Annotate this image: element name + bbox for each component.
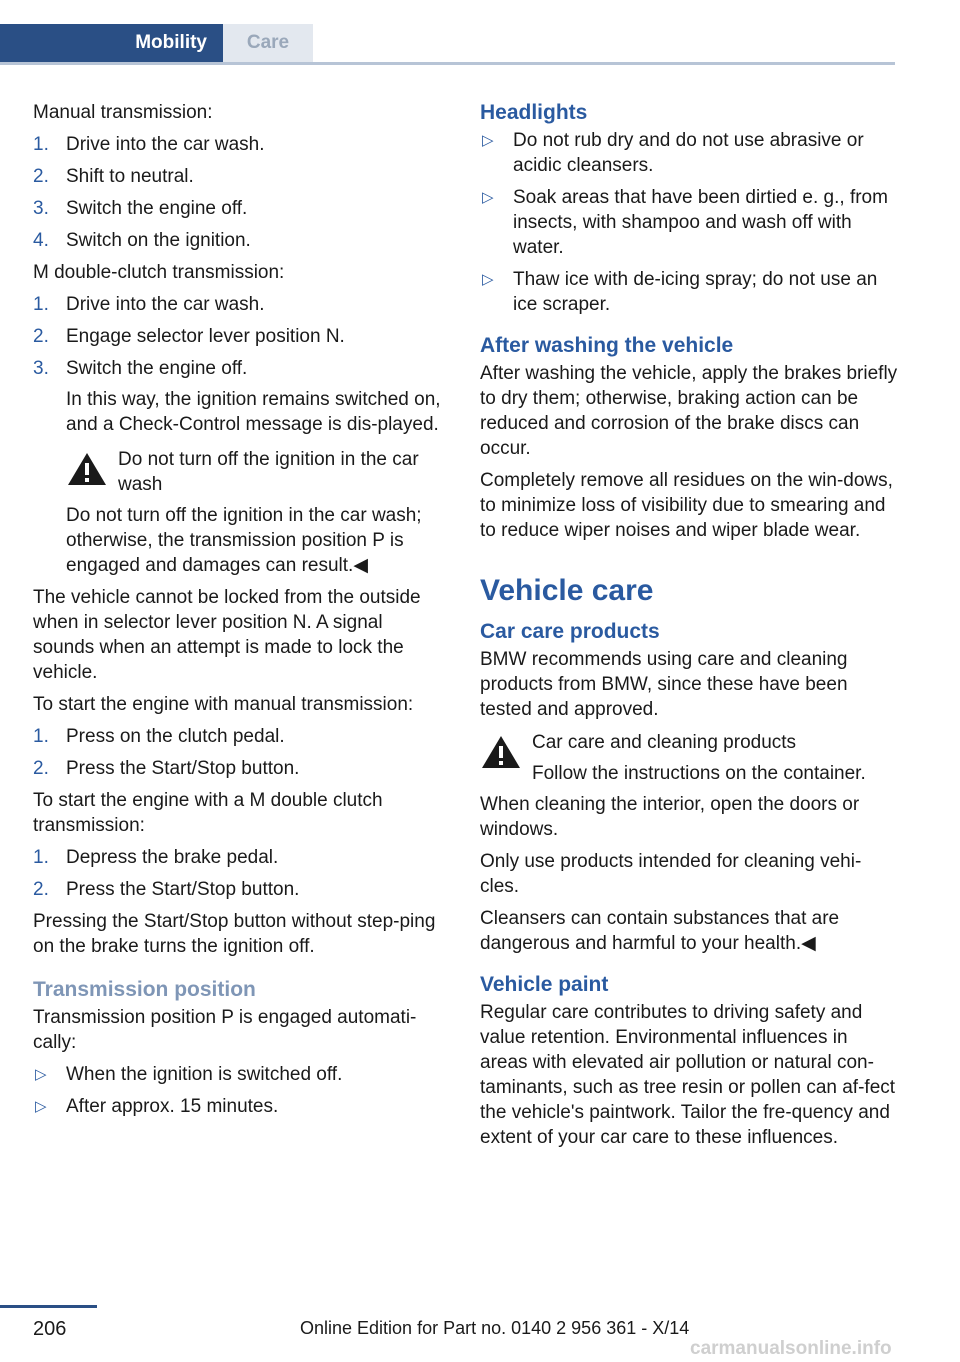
list-item: ▷ When the ignition is switched off.	[35, 1064, 343, 1085]
list-item: 4. Switch on the ignition.	[33, 230, 251, 251]
triangle-bullet-icon: ▷	[482, 132, 494, 149]
start-dct-label: To start the engine with a M double clutch transmission:	[33, 790, 383, 836]
transmission-position-text: Transmission position P is engaged automati‐cally:	[33, 1007, 417, 1053]
list-item: 2. Press the Start/Stop button.	[33, 758, 300, 779]
pressing-note: Pressing the Start/Stop button without step‐ping on the brake turns the ignition off.	[33, 911, 436, 957]
headlights-heading: Headlights	[480, 101, 588, 124]
cannot-lock-text: The vehicle cannot be locked from the outside when in selector lever position N. A signal sounds when an attempt is made to lock the vehicle.	[33, 587, 421, 683]
triangle-bullet-icon: ▷	[482, 189, 494, 206]
left-column	[33, 100, 443, 1126]
edition-footer: Online Edition for Part no. 0140 2 956 361 - X/14	[300, 1318, 690, 1338]
list-item: 1. Drive into the car wash.	[33, 134, 265, 155]
step-note: In this way, the ignition remains switched on, and a Check-Control message is dis‐played.	[66, 389, 441, 435]
start-dct-steps	[33, 845, 443, 902]
list-item: 3. Switch the engine off. In this way, the ignition remains switched on, and a Check-Control message is dis‐played. Do not turn off the ignition in the car wash Do not turn off the ignition in the car wash; otherwise, the transmission position P is engaged and damages can result.◀	[33, 356, 443, 578]
interior-text: When cleaning the interior, open the doors or windows.	[480, 794, 860, 840]
transmission-position-heading: Transmission position	[33, 978, 256, 1001]
start-manual-steps	[33, 724, 443, 781]
triangle-bullet-icon: ▷	[482, 271, 494, 288]
warning-body: Do not turn off the ignition in the car wash; otherwise, the transmission position P is engaged and damages can result.◀	[66, 505, 422, 576]
list-item: ▷ After approx. 15 minutes.	[35, 1096, 279, 1117]
products-warning-block	[480, 730, 900, 786]
list-item: ▷ Do not rub dry and do not use abrasive or acidic cleansers.	[482, 130, 864, 176]
list-item: 1. Depress the brake pedal.	[33, 847, 279, 868]
triangle-bullet-icon: ▷	[35, 1098, 47, 1115]
watermark: carmanualsonline.info	[690, 1338, 892, 1359]
page-number-bar	[0, 1305, 97, 1308]
headlights-list	[480, 128, 900, 317]
warning-icon	[66, 450, 108, 488]
warning-body: Follow the instructions on the container.	[532, 763, 866, 784]
triangle-bullet-icon: ▷	[35, 1066, 47, 1083]
list-item: 3. Switch the engine off.	[33, 198, 248, 219]
list-item: 2. Shift to neutral.	[33, 166, 194, 187]
header-tabbar	[0, 24, 895, 65]
warning-title: Do not turn off the ignition in the car wash	[118, 449, 419, 495]
list-item: 2. Press the Start/Stop button.	[33, 879, 300, 900]
only-use-text: Only use products intended for cleaning vehi‐cles.	[480, 851, 862, 897]
cleansers-text: Cleansers can contain substances that are dangerous and harmful to your health.◀	[480, 908, 840, 954]
car-care-products-text: BMW recommends using care and cleaning products from BMW, since these have been tested and approved.	[480, 649, 848, 720]
vehicle-paint-text: Regular care contributes to driving safety and value retention. Environmental influences in areas with elevated air pollution or natural con‐taminants, such as tree resin or pollen can af‐fect the vehicle's paintwork. Tailor the fre‐quency and extent of your car care to these influences.	[480, 1002, 896, 1148]
car-care-products-heading: Car care products	[480, 620, 660, 643]
right-column	[480, 100, 900, 1157]
manual-transmission-label: Manual transmission:	[33, 102, 213, 123]
manual-steps-list	[33, 132, 443, 253]
vehicle-paint-heading: Vehicle paint	[480, 973, 609, 996]
m-dct-label: M double-clutch transmission:	[33, 262, 285, 283]
after-washing-p2: Completely remove all residues on the win‐dows, to minimize loss of visibility due to smearing and to reduce wiper noises and wiper blade wear.	[480, 470, 893, 541]
list-item: 1. Press on the clutch pedal.	[33, 726, 285, 747]
vehicle-care-heading: Vehicle care	[480, 574, 654, 607]
tab-mobility[interactable]: Mobility	[0, 24, 223, 62]
list-item: 1. Drive into the car wash.	[33, 294, 265, 315]
start-manual-label: To start the engine with manual transmission:	[33, 694, 414, 715]
warning-block	[66, 447, 443, 497]
warning-icon	[480, 733, 522, 771]
page-number: 206	[33, 1318, 67, 1340]
m-dct-steps-list	[33, 292, 443, 578]
after-washing-heading: After washing the vehicle	[480, 334, 734, 357]
list-item: ▷ Soak areas that have been dirtied e. g., from insects, with shampoo and wash off with water.	[482, 187, 888, 258]
transmission-items	[33, 1062, 443, 1119]
warning-title: Car care and cleaning products	[532, 732, 797, 753]
after-washing-p1: After washing the vehicle, apply the brakes briefly to dry them; otherwise, braking action can be reduced and corrosion of the brake discs can occur.	[480, 363, 898, 459]
tab-care[interactable]: Care	[223, 24, 313, 62]
list-item: ▷ Thaw ice with de-icing spray; do not use an ice scraper.	[482, 269, 878, 315]
list-item: 2. Engage selector lever position N.	[33, 326, 345, 347]
